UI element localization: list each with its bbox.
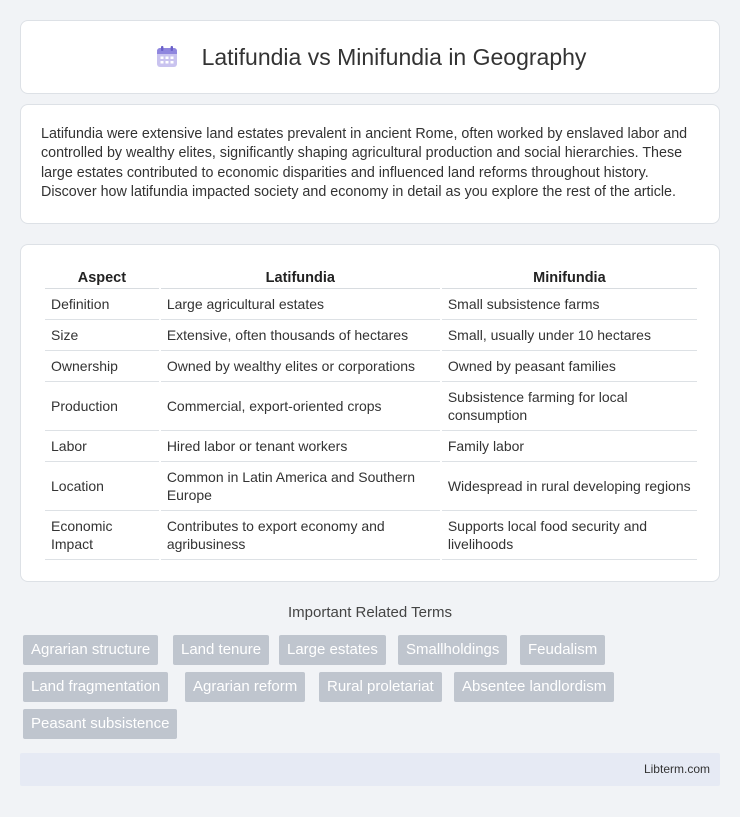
table-row (45, 320, 697, 351)
tag-rural-proletariat[interactable]: Rural proletariat (319, 672, 442, 702)
table-cell-aspect: Size (45, 320, 159, 351)
column-header-minifundia: Minifundia (442, 261, 697, 289)
table-cell-aspect: Labor (45, 431, 159, 462)
title-card (20, 20, 720, 94)
table-cell-aspect: Ownership (45, 351, 159, 382)
table-cell-minifundia: Family labor (442, 431, 697, 462)
tag-feudalism[interactable]: Feudalism (520, 635, 605, 665)
footer-site-link[interactable]: Libterm.com (643, 762, 710, 776)
table-cell-aspect: Location (45, 462, 159, 511)
tag-land-tenure[interactable]: Land tenure (173, 635, 269, 665)
table-cell-minifundia: Widespread in rural developing regions (442, 462, 697, 511)
comparison-table (43, 261, 699, 560)
column-header-latifundia: Latifundia (161, 261, 440, 289)
table-row (45, 462, 697, 511)
column-header-aspect: Aspect (45, 261, 159, 289)
table-cell-latifundia: Common in Latin America and Southern Europe (161, 462, 440, 511)
footer (20, 753, 720, 786)
tag-agrarian-reform[interactable]: Agrarian reform (185, 672, 305, 702)
table-cell-latifundia: Large agricultural estates (161, 289, 440, 320)
tag-smallholdings[interactable]: Smallholdings (398, 635, 507, 665)
related-terms-title: Important Related Terms (288, 604, 452, 621)
tag-land-fragmentation[interactable]: Land fragmentation (23, 672, 168, 702)
intro-text: Latifundia were extensive land estates prevalent in ancient Rome, often worked by enslaved labor and controlled by wealthy elites, significantly shaping agricultural production and social hierarchies. These large estates contributed to economic disparities and influenced land reforms throughout history. Discover how latifundia impacted society and economy in detail as you explore the rest of the article. (41, 126, 688, 201)
table-cell-aspect: Economic Impact (45, 511, 159, 560)
comparison-table-card (20, 244, 720, 582)
tag-large-estates[interactable]: Large estates (279, 635, 386, 665)
table-row (45, 289, 697, 320)
table-cell-latifundia: Owned by wealthy elites or corporations (161, 351, 440, 382)
tag-agrarian-structure[interactable]: Agrarian structure (23, 635, 158, 665)
table-cell-latifundia: Contributes to export economy and agribusiness (161, 511, 440, 560)
table-cell-aspect: Production (45, 382, 159, 431)
table-row (45, 511, 697, 560)
table-cell-minifundia: Subsistence farming for local consumption (442, 382, 697, 431)
table-cell-latifundia: Hired labor or tenant workers (161, 431, 440, 462)
page-title: Latifundia vs Minifundia in Geography (201, 43, 587, 70)
calendar-icon (154, 44, 180, 70)
table-cell-latifundia: Commercial, export-oriented crops (161, 382, 440, 431)
table-row (45, 351, 697, 382)
table-cell-minifundia: Small, usually under 10 hectares (442, 320, 697, 351)
table-cell-minifundia: Small subsistence farms (442, 289, 697, 320)
table-cell-minifundia: Supports local food security and livelihoods (442, 511, 697, 560)
table-row (45, 382, 697, 431)
tag-peasant-subsistence[interactable]: Peasant subsistence (23, 709, 177, 739)
table-cell-minifundia: Owned by peasant families (442, 351, 697, 382)
intro-card (20, 104, 720, 224)
table-cell-latifundia: Extensive, often thousands of hectares (161, 320, 440, 351)
table-row (45, 431, 697, 462)
table-cell-aspect: Definition (45, 289, 159, 320)
table-header-row (45, 261, 697, 289)
tag-absentee-landlordism[interactable]: Absentee landlordism (454, 672, 614, 702)
